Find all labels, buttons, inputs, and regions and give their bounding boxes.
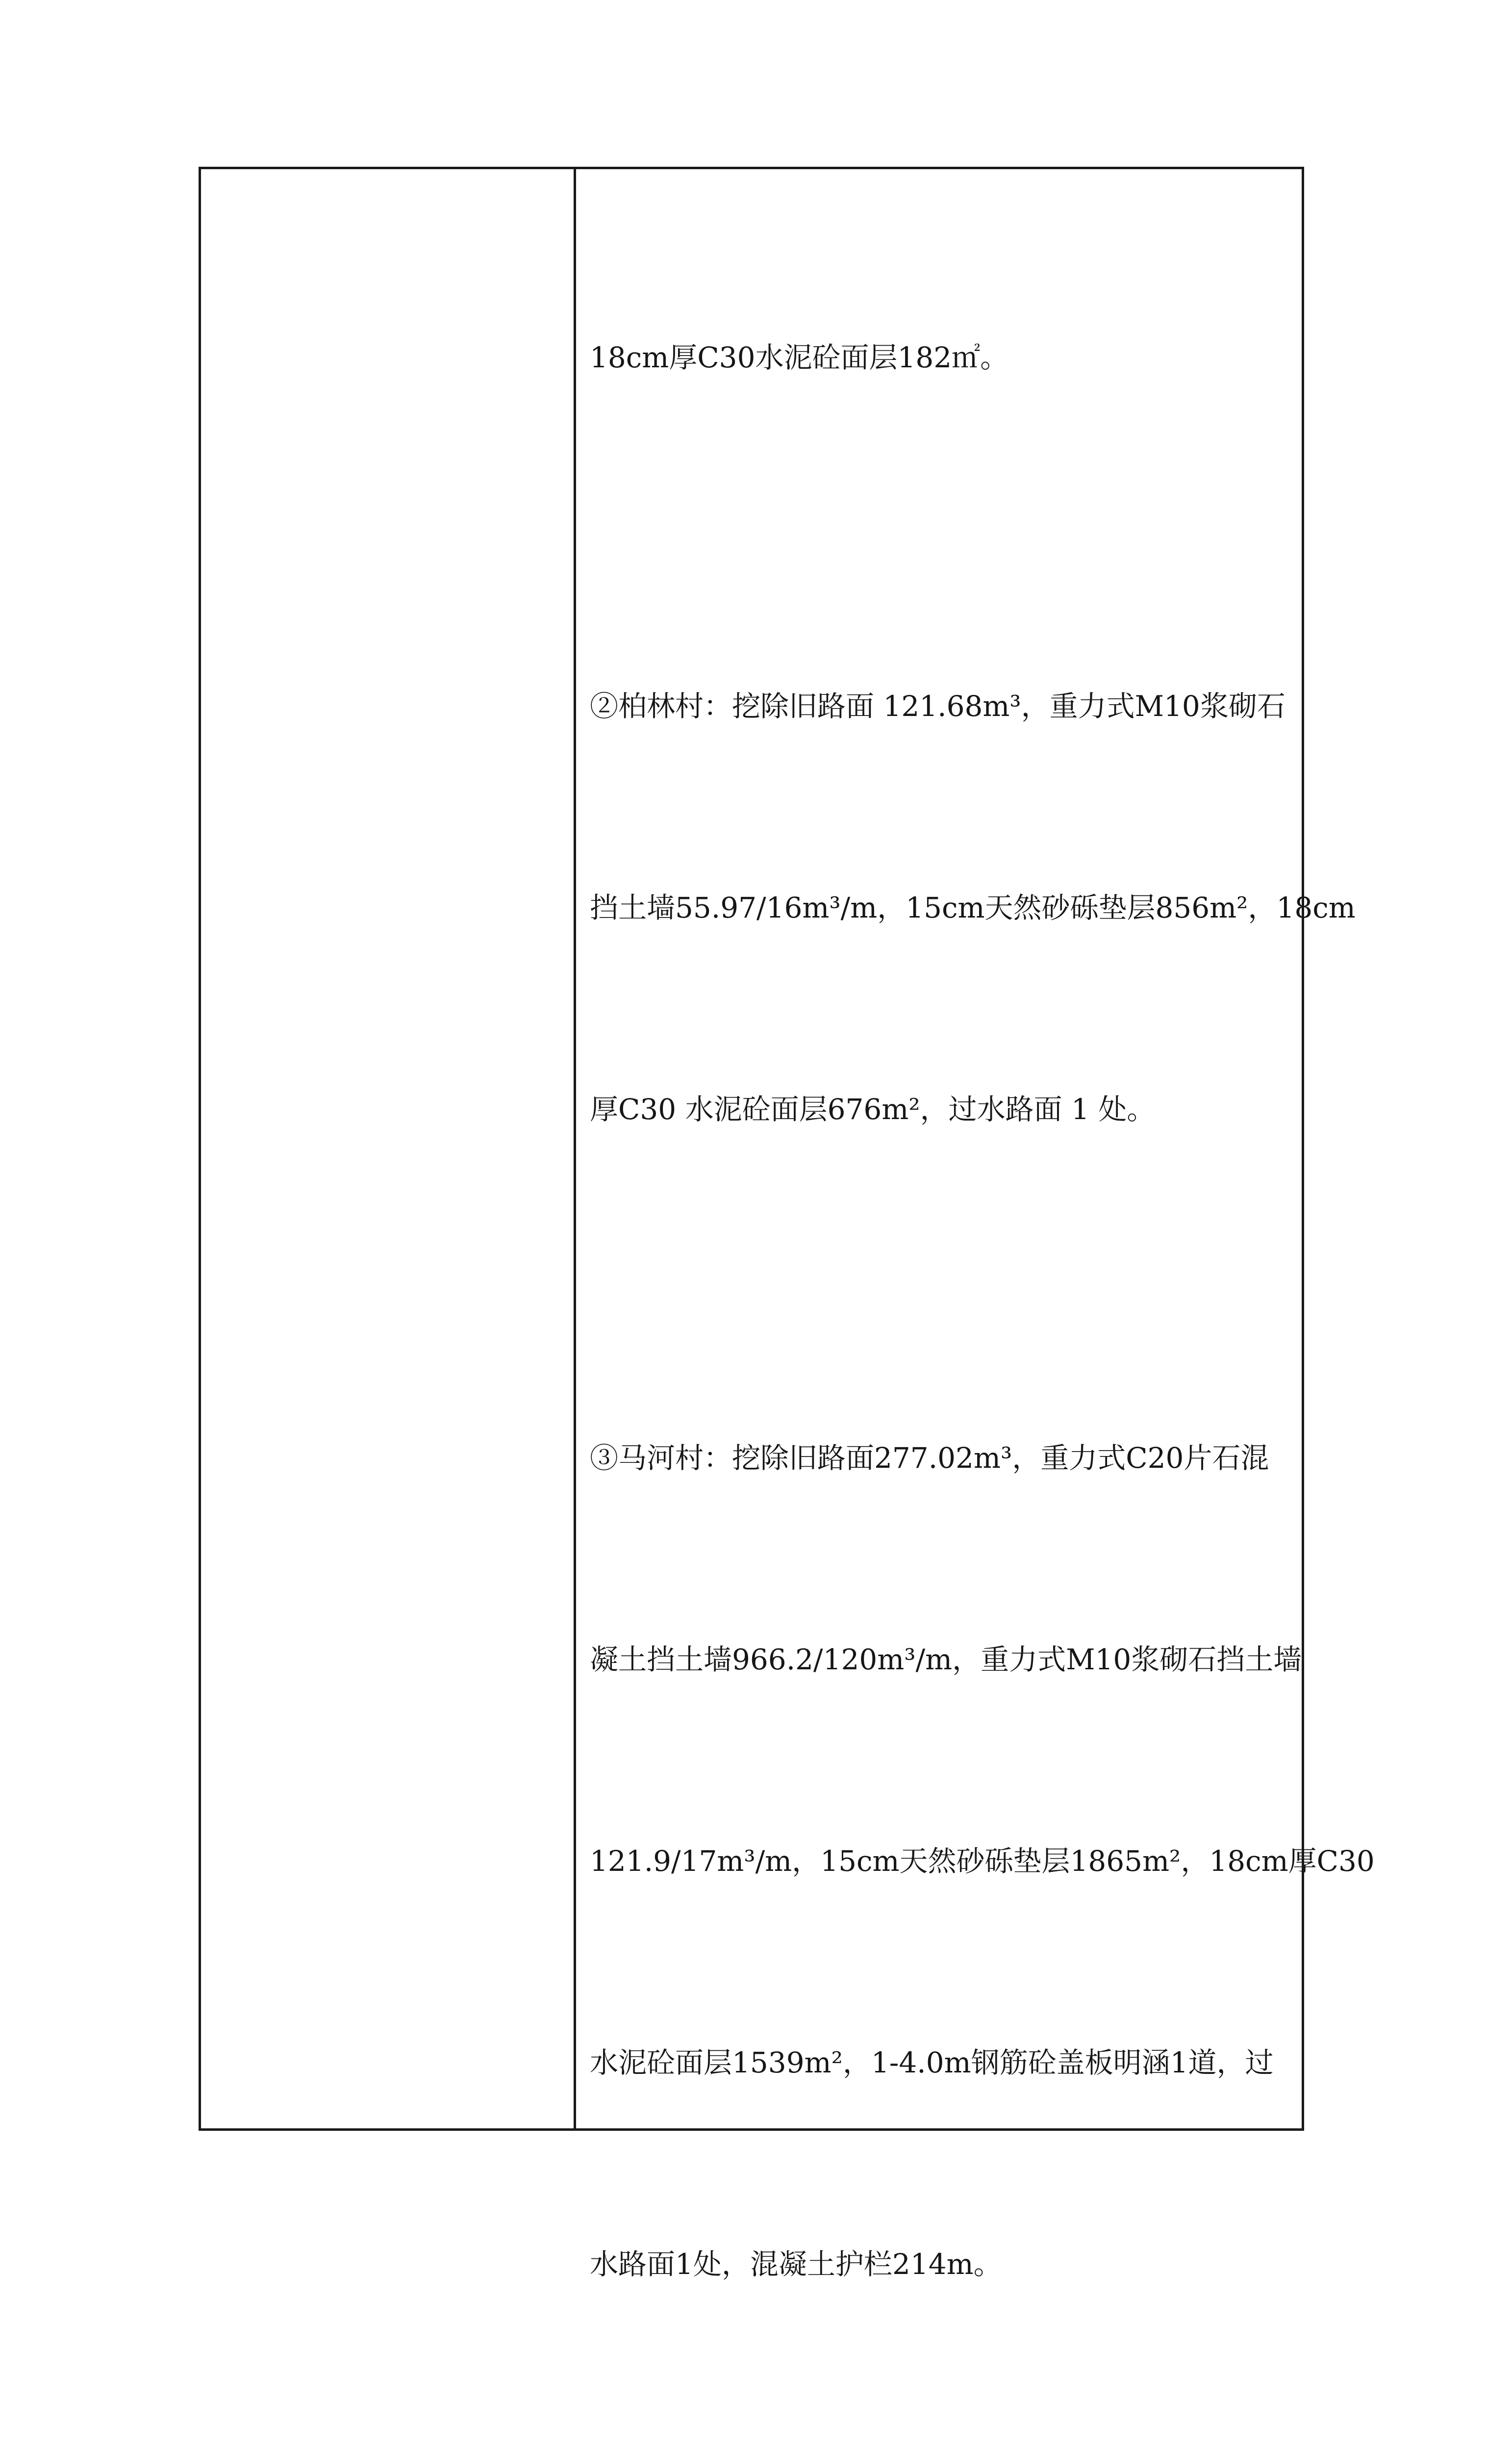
paragraph-mahe-village bbox=[590, 1290, 1375, 2432]
content-table bbox=[199, 167, 1375, 2281]
table-label-cell bbox=[201, 169, 576, 2128]
paragraph-litai-village bbox=[590, 2445, 1375, 2452]
text-line: ③马河村：挖除旧路面277.02m³，重力式C20片石混 bbox=[590, 1441, 1269, 1475]
text-line: 水泥砼面层1539m²，1-4.0m钢筋砼盖板明涵1道，过 bbox=[590, 2046, 1274, 2079]
text-line: 水路面1处，混凝土护栏214m。 bbox=[590, 2248, 1002, 2281]
paragraph-1 bbox=[590, 190, 1375, 526]
paragraph-bolin-village bbox=[590, 538, 1375, 1277]
text-line: 挡土墙55.97/16m³/m，15cm天然砂砾垫层856m²，18cm bbox=[590, 891, 1356, 924]
text-line: 凝土挡土墙966.2/120m³/m，重力式M10浆砌石挡土墙 bbox=[590, 1643, 1302, 1676]
text-line: 121.9/17m³/m，15cm天然砂砾垫层1865m²，18cm厚C30 bbox=[590, 1844, 1375, 1878]
text-line: ②柏林村：挖除旧路面 121.68m³，重力式M10浆砌石 bbox=[590, 690, 1285, 723]
text-line: 18cm厚C30水泥砼面层182㎡。 bbox=[590, 341, 1009, 374]
text-line: 厚C30 水泥砼面层676m²，过水路面 1 处。 bbox=[590, 1093, 1156, 1126]
table-content-cell bbox=[576, 169, 1385, 2281]
